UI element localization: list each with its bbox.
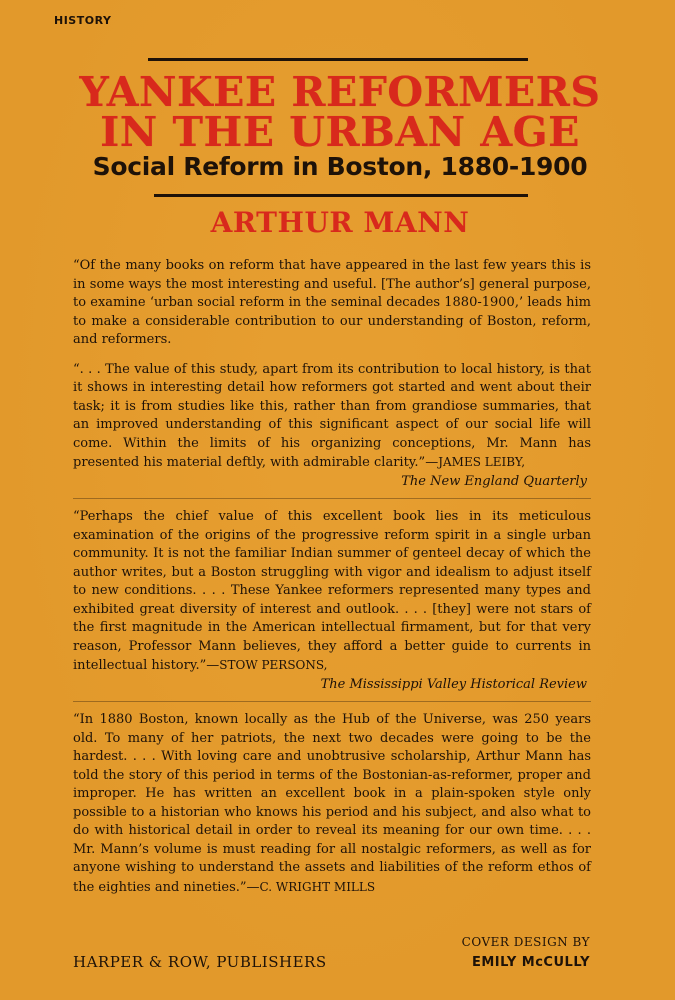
review-attribution: JAMES LEIBY, xyxy=(438,455,526,469)
cover-designer-name: EMILY McCULLY xyxy=(471,955,590,970)
quote-divider xyxy=(73,701,591,702)
review-source: The New England Quarterly xyxy=(401,473,587,489)
review-quote-3 xyxy=(73,508,591,694)
review-quote-text: “Of the many books on reform that have appeared in the last few years this is in some ways the most interesting and useful. [The author’s] general purpose, to examine ‘urban social reform in the seminal decades 1880-1900,’ leads him to make a considerable contribution to our understanding of Boston, reform, and reformers. xyxy=(73,258,591,347)
book-title-line-2: IN THE URBAN AGE xyxy=(100,108,580,156)
review-quotes xyxy=(73,257,591,897)
review-quote-text: “. . . The value of this study, apart from its contribution to local history, is that it shows in interesting detail how reformers got started and went about their task; it is from studies like this, rather than from grandiose summaries, that an improved understanding of this significant aspect of our social life will come. Within the limits of his organizing conceptions, Mr. Mann has presented his material deftly, with admirable clarity.”— xyxy=(73,361,591,470)
review-quote-1 xyxy=(73,257,591,350)
review-attribution: STOW PERSONS, xyxy=(219,658,328,672)
cover-design-label: COVER DESIGN BY xyxy=(461,935,590,949)
review-attribution: C. WRIGHT MILLS xyxy=(259,879,376,894)
review-quote-text: “Perhaps the chief value of this excellent book lies in its meticulous examination of the origins of the progressive reform spirit in a single urban community. It is not the familiar Indian summer of genteel decay of which the author writes, but a Boston struggling with vigor and idealism to adjust itself to new conditions. . . . These Yankee reformers represented many types and exhibited great diversity of interest and outlook. . . . [they] were not stars of the first magnitude in the American intellectual firmament, but for that very reason, Professor Mann believes, they afford a better guide to currents in intellectual history.”— xyxy=(73,509,591,673)
book-subtitle: Social Reform in Boston, 1880-1900 xyxy=(92,152,588,181)
top-rule xyxy=(148,58,528,61)
review-quote-2 xyxy=(73,361,591,492)
publisher-name: HARPER & ROW, PUBLISHERS xyxy=(73,953,327,971)
category-label: HISTORY xyxy=(54,14,112,27)
review-quote-4 xyxy=(73,711,591,897)
review-quote-text: “In 1880 Boston, known locally as the Hub of the Universe, was 250 years old. To many of her patriots, the next two decades were going to be the hardest. . . . With loving care and unobtrusive scholarship, Arthur Mann has told the story of this period in terms of the Bostonian-as-reformer, proper and improper. He has written an excellent book in a plain-spoken style only possible to a historian who knows his period and his subject, and also what to do with historical detail in order to reveal its meaning for our own time. . . . Mr. Mann’s volume is must reading for all nostalgic reformers, as well as for anyone wishing to understand the assets and liabilities of the reform ethos of the eighties and nineties.”— xyxy=(73,712,591,895)
cover-design-credit xyxy=(440,935,590,970)
book-title xyxy=(30,68,650,156)
bottom-rule xyxy=(154,194,528,197)
book-title-line-1: YANKEE REFORMERS xyxy=(79,68,601,116)
quote-divider xyxy=(73,498,591,499)
review-source: The Mississippi Valley Historical Review xyxy=(320,676,587,692)
author-name: ARTHUR MANN xyxy=(210,206,470,239)
